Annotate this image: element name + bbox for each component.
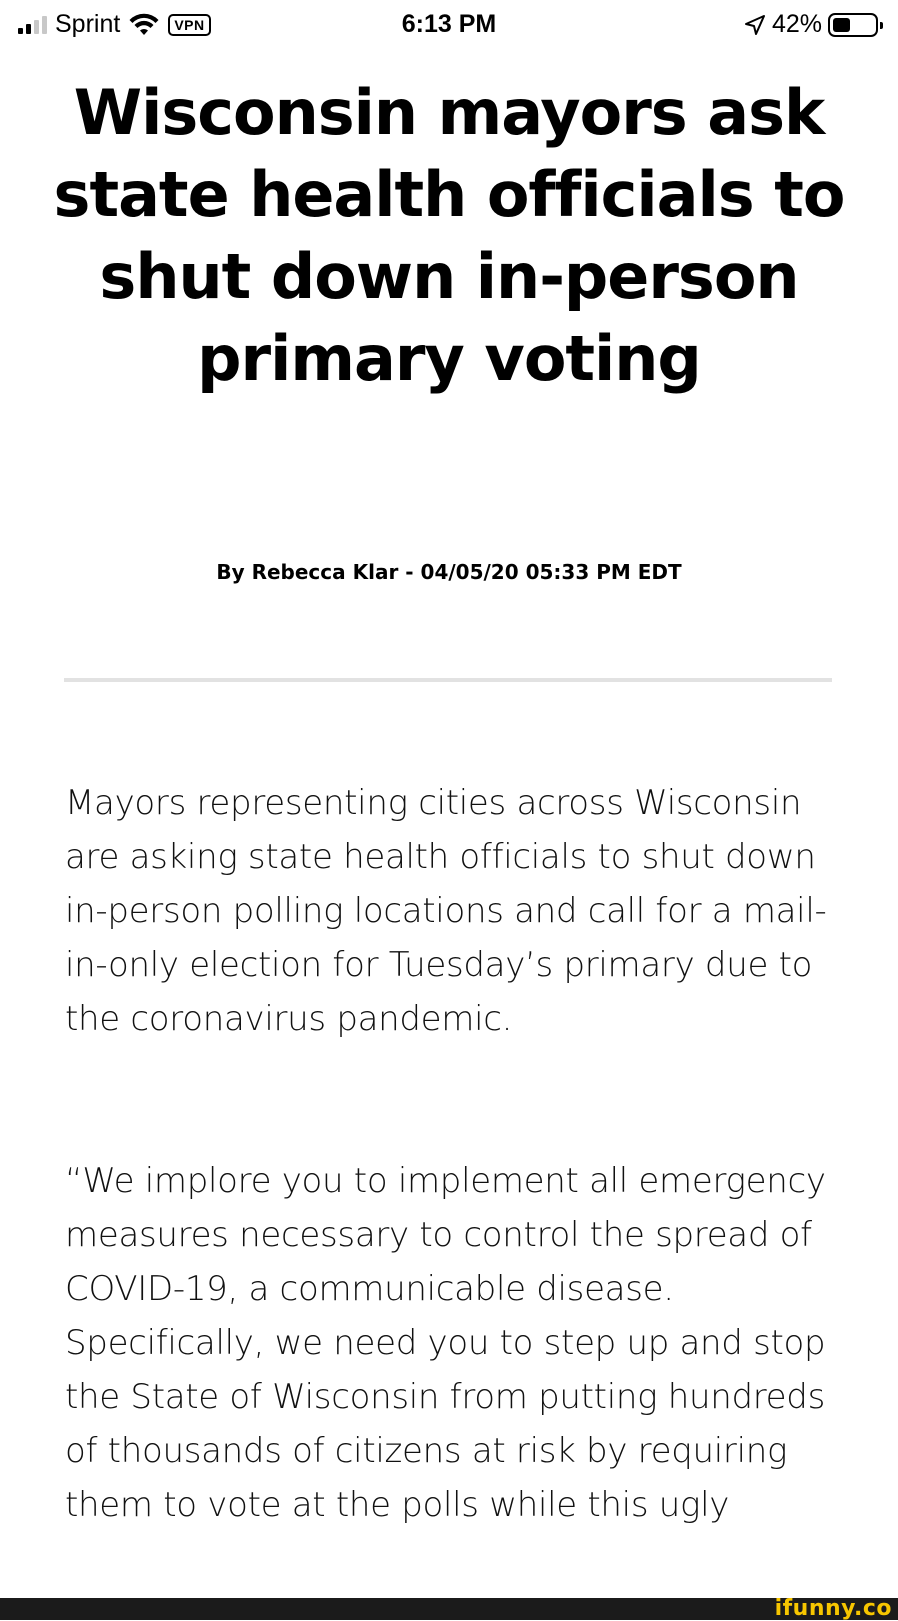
divider xyxy=(64,678,832,682)
carrier-name: Sprint xyxy=(55,10,121,38)
article-paragraph: “We implore you to implement all emergency measures necessary to control the spread of COVID-19, a communicable disease. Specifically, we need you to step up and stop the State of Wisconsin from putting hundreds of thousands of citizens at risk by requiring them to vote at the polls while this ugly xyxy=(65,1161,826,1525)
article-headline: Wisconsin mayors ask state health officials to shut down in-person primary voting xyxy=(53,76,845,395)
status-right xyxy=(744,10,878,39)
article-paragraph: Mayors representing cities across Wisconsin are asking state health officials to shut down in-person polling locations and call for a mail-in-only election for Tuesday’s primary due to the coronavirus pandemic. xyxy=(65,783,827,1039)
vpn-badge: VPN xyxy=(168,14,210,36)
battery-percentage: 42% xyxy=(771,10,822,38)
status-bar xyxy=(0,0,898,52)
battery-icon xyxy=(828,13,878,37)
ifunny-watermark: ifunny.co xyxy=(774,1596,892,1621)
article-byline: By Rebecca Klar - 04/05/20 05:33 PM EDT xyxy=(216,560,682,584)
location-arrow-icon xyxy=(744,14,766,36)
watermark-bar xyxy=(0,1598,898,1620)
battery-level-fill xyxy=(833,18,850,32)
status-time: 6:13 PM xyxy=(401,10,497,38)
